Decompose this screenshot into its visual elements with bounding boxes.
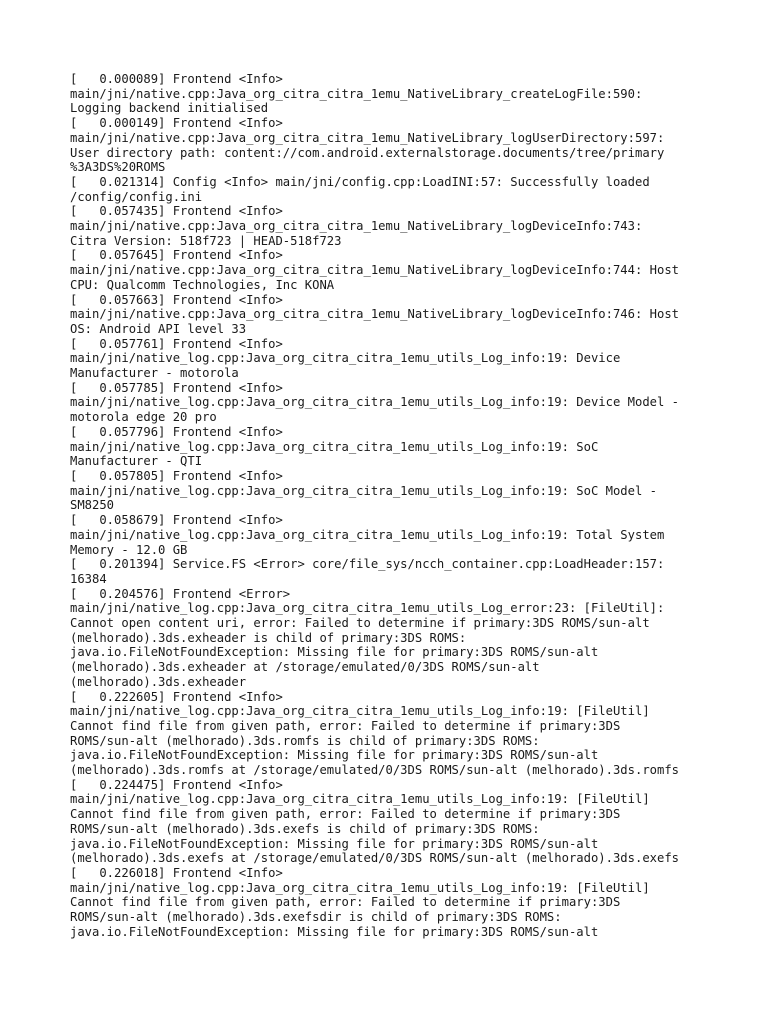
log-line: [ 0.226018] Frontend <Info> (70, 865, 283, 880)
log-line: (melhorado).3ds.romfs at /storage/emulated/0/3DS ROMS/sun-alt (melhorado).3ds.romfs (70, 763, 680, 778)
log-line: CPU: Qualcomm Technologies, Inc KONA (70, 277, 335, 292)
log-line: ROMS/sun-alt (melhorado).3ds.exefsdir is child of primary:3DS ROMS: (70, 910, 562, 925)
log-line: OS: Android API level 33 (70, 321, 247, 336)
log-line: [ 0.000149] Frontend <Info> (70, 116, 283, 131)
log-line: [ 0.058679] Frontend <Info> (70, 513, 283, 528)
log-line: Logging backend initialised (70, 101, 269, 116)
log-line: [ 0.201394] Service.FS <Error> core/file_sys/ncch_container.cpp:LoadHeader:157: (70, 557, 665, 572)
log-line: ROMS/sun-alt (melhorado).3ds.exefs is child of primary:3DS ROMS: (70, 821, 540, 836)
log-line: main/jni/native_log.cpp:Java_org_citra_citra_1emu_utils_Log_info:19: Device Model - (70, 395, 680, 410)
log-line: [ 0.224475] Frontend <Info> (70, 777, 283, 792)
log-line: [ 0.000089] Frontend <Info> (70, 72, 283, 86)
log-line: User directory path: content://com.android.externalstorage.documents/tree/primary (70, 145, 665, 160)
log-line: main/jni/native_log.cpp:Java_org_citra_citra_1emu_utils_Log_info:19: [FileUtil] (70, 792, 650, 807)
log-line: %3A3DS%20ROMS (70, 160, 166, 175)
log-line: 16384 (70, 571, 107, 586)
log-line: main/jni/native.cpp:Java_org_citra_citra_1emu_NativeLibrary_createLogFile:590: (70, 86, 643, 101)
log-line: [ 0.057645] Frontend <Info> (70, 248, 283, 263)
log-line: [ 0.057785] Frontend <Info> (70, 380, 283, 395)
log-line: Cannot open content uri, error: Failed to determine if primary:3DS ROMS/sun-alt (70, 616, 650, 631)
log-line: ROMS/sun-alt (melhorado).3ds.romfs is child of primary:3DS ROMS: (70, 733, 540, 748)
log-line: (melhorado).3ds.exheader at /storage/emulated/0/3DS ROMS/sun-alt (70, 660, 540, 675)
log-line: motorola edge 20 pro (70, 410, 217, 425)
log-line: main/jni/native_log.cpp:Java_org_citra_citra_1emu_utils_Log_info:19: Total System (70, 527, 665, 542)
log-line: (melhorado).3ds.exefs at /storage/emulated/0/3DS ROMS/sun-alt (melhorado).3ds.exefs (70, 851, 680, 866)
log-line: main/jni/native_log.cpp:Java_org_citra_citra_1emu_utils_Log_info:19: SoC (70, 439, 599, 454)
log-line: main/jni/native_log.cpp:Java_org_citra_citra_1emu_utils_Log_error:23: [FileUtil]: (70, 601, 665, 616)
log-line: (melhorado).3ds.exheader is child of primary:3DS ROMS: (70, 630, 467, 645)
log-line: [ 0.057805] Frontend <Info> (70, 468, 283, 483)
log-line: main/jni/native_log.cpp:Java_org_citra_citra_1emu_utils_Log_info:19: Device (70, 351, 621, 366)
log-line: main/jni/native.cpp:Java_org_citra_citra_1emu_NativeLibrary_logUserDirectory:597: (70, 130, 665, 145)
log-document (70, 72, 760, 939)
log-line: [ 0.204576] Frontend <Error> (70, 586, 291, 601)
log-line: Manufacturer - QTI (70, 454, 203, 469)
log-line: [ 0.222605] Frontend <Info> (70, 689, 283, 704)
log-line: main/jni/native_log.cpp:Java_org_citra_citra_1emu_utils_Log_info:19: SoC Model - (70, 483, 657, 498)
log-line: Cannot find file from given path, error: Failed to determine if primary:3DS (70, 807, 621, 822)
log-line: [ 0.057761] Frontend <Info> (70, 336, 283, 351)
log-line: java.io.FileNotFoundException: Missing file for primary:3DS ROMS/sun-alt (70, 836, 599, 851)
log-line: Citra Version: 518f723 | HEAD-518f723 (70, 233, 342, 248)
log-line: [ 0.057435] Frontend <Info> (70, 204, 283, 219)
log-line: (melhorado).3ds.exheader (70, 674, 247, 689)
log-line: main/jni/native_log.cpp:Java_org_citra_citra_1emu_utils_Log_info:19: [FileUtil] (70, 704, 650, 719)
log-line: [ 0.057796] Frontend <Info> (70, 424, 283, 439)
log-line: main/jni/native_log.cpp:Java_org_citra_citra_1emu_utils_Log_info:19: [FileUtil] (70, 880, 650, 895)
log-line: SM8250 (70, 498, 115, 513)
log-line: main/jni/native.cpp:Java_org_citra_citra_1emu_NativeLibrary_logDeviceInfo:744: Host (70, 263, 680, 278)
log-line: Manufacturer - motorola (70, 366, 239, 381)
log-line: [ 0.021314] Config <Info> main/jni/config.cpp:LoadINI:57: Successfully loaded (70, 174, 650, 189)
log-line: /config/config.ini (70, 189, 203, 204)
log-line: Cannot find file from given path, error: Failed to determine if primary:3DS (70, 895, 621, 910)
log-line: java.io.FileNotFoundException: Missing file for primary:3DS ROMS/sun-alt (70, 645, 599, 660)
log-line: main/jni/native.cpp:Java_org_citra_citra_1emu_NativeLibrary_logDeviceInfo:743: (70, 219, 643, 234)
log-line: java.io.FileNotFoundException: Missing file for primary:3DS ROMS/sun-alt (70, 748, 599, 763)
log-line: main/jni/native.cpp:Java_org_citra_citra_1emu_NativeLibrary_logDeviceInfo:746: Host (70, 307, 680, 322)
log-line: Memory - 12.0 GB (70, 542, 188, 557)
log-line: [ 0.057663] Frontend <Info> (70, 292, 283, 307)
log-line: Cannot find file from given path, error: Failed to determine if primary:3DS (70, 718, 621, 733)
log-line: java.io.FileNotFoundException: Missing file for primary:3DS ROMS/sun-alt (70, 924, 599, 939)
